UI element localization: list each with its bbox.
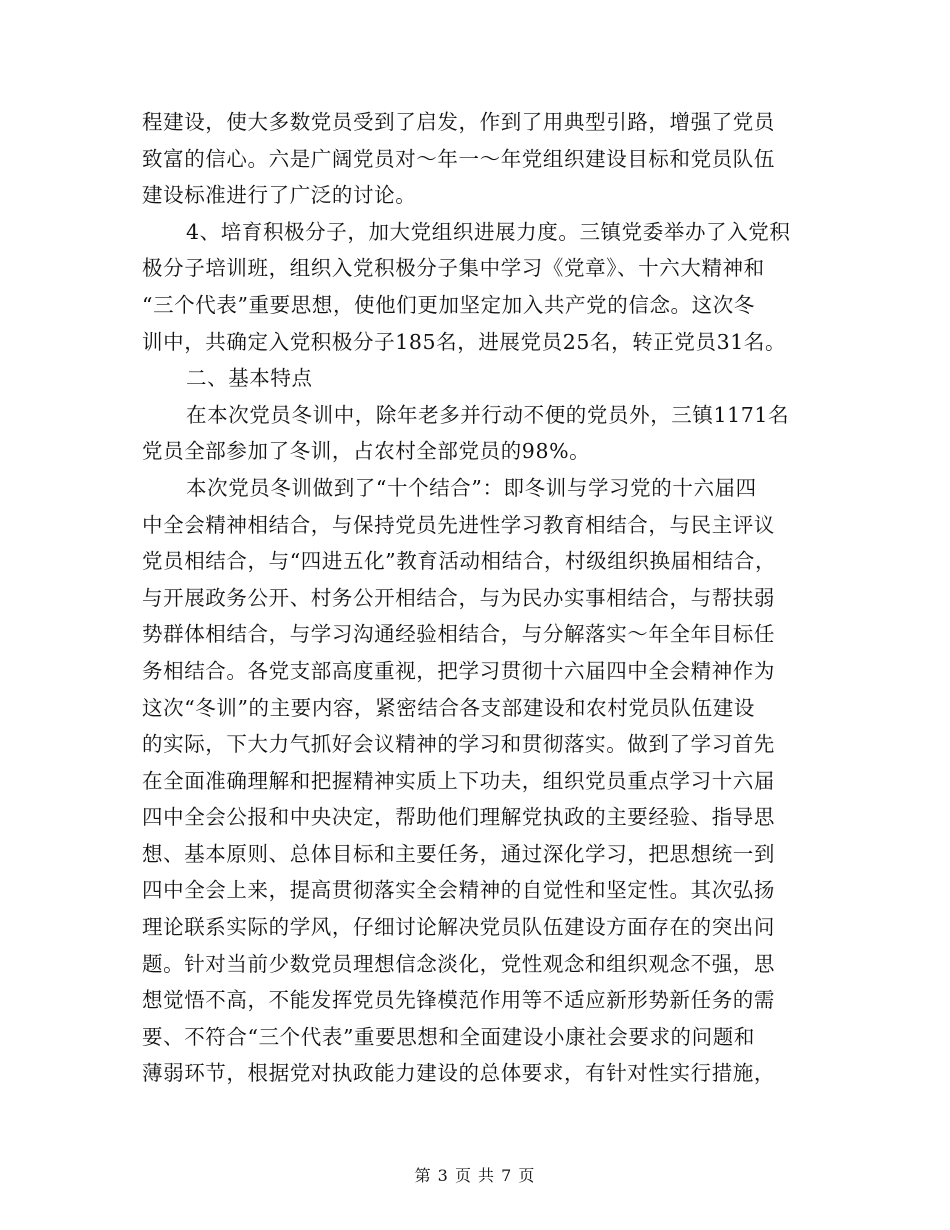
text-line: 理论联系实际的学风，仔细讨论解决党员队伍建设方面存在的突出问 xyxy=(142,915,775,940)
text-line: 程建设，使大多数党员受到了启发，作到了用典型引路，增强了党员 xyxy=(142,110,775,134)
text-line: 题。针对当前少数党员理想信念淡化，党性观念和组织观念不强，思 xyxy=(142,951,775,976)
text-line: 训中，共确定入党积极分子185名，进展党员25名，转正党员31名。 xyxy=(142,329,787,354)
text-line: 致富的信心。六是广阔党员对～年一～年党组织建设目标和党员队伍 xyxy=(142,146,775,171)
text-line: “三个代表”重要思想，使他们更加坚定加入共产党的信念。这次冬 xyxy=(142,292,755,317)
text-line: 这次“冬训”的主要内容，紧密结合各支部建设和农村党员队伍建设 xyxy=(142,695,755,720)
text-line: 势群体相结合，与学习沟通经验相结合，与分解落实～年全年目标任 xyxy=(142,622,775,647)
text-line: 与开展政务公开、村务公开相结合，与为民办实事相结合，与帮扶弱 xyxy=(142,585,775,610)
text-line: 想觉悟不高，不能发挥党员先锋模范作用等不适应新形势新任务的需 xyxy=(142,988,775,1013)
text-line: 中全会精神相结合，与保持党员先进性学习教育相结合，与民主评议 xyxy=(142,512,775,537)
text-line: 在全面准确理解和把握精神实质上下功夫，组织党员重点学习十六届 xyxy=(142,768,775,793)
text-line: 要、不符合“三个代表”重要思想和全面建设小康社会要求的问题和 xyxy=(142,1024,755,1049)
text-line: 薄弱环节，根据党对执政能力建设的总体要求，有针对性实行措施， xyxy=(142,1061,775,1086)
text-line: 的实际，下大力气抓好会议精神的学习和贯彻落实。做到了学习首先 xyxy=(142,732,775,757)
text-line: 党员全部参加了冬训，占农村全部党员的98%。 xyxy=(142,439,591,464)
text-line: 二、基本特点 xyxy=(186,366,313,391)
text-line: 务相结合。各党支部高度重视，把学习贯彻十六届四中全会精神作为 xyxy=(142,658,775,683)
text-line: 建设标准进行了广泛的讨论。 xyxy=(142,183,417,208)
text-line: 四中全会公报和中央决定，帮助他们理解党执政的主要经验、指导思 xyxy=(142,805,775,830)
text-line: 党员相结合，与“四进五化”教育活动相结合，村级组织换届相结合， xyxy=(142,549,777,574)
text-line: 本次党员冬训做到了“十个结合”：即冬训与学习党的十六届四 xyxy=(186,475,757,500)
text-line: 想、基本原则、总体目标和主要任务，通过深化学习，把思想统一到 xyxy=(142,841,775,866)
text-line: 在本次党员冬训中，除年老多并行动不便的党员外，三镇1171名 xyxy=(186,402,790,427)
text-line: 四中全会上来，提高贯彻落实全会精神的自觉性和坚定性。其次弘扬 xyxy=(142,878,775,903)
page-footer: 第 3 页 共 7 页 xyxy=(414,1166,536,1185)
text-line: 极分子培训班，组织入党积极分子集中学习《党章》、十六大精神和 xyxy=(142,256,765,281)
document-body xyxy=(142,104,808,1092)
text-line: 4、培育积极分子，加大党组织进展力度。三镇党委举办了入党积 xyxy=(186,219,791,244)
